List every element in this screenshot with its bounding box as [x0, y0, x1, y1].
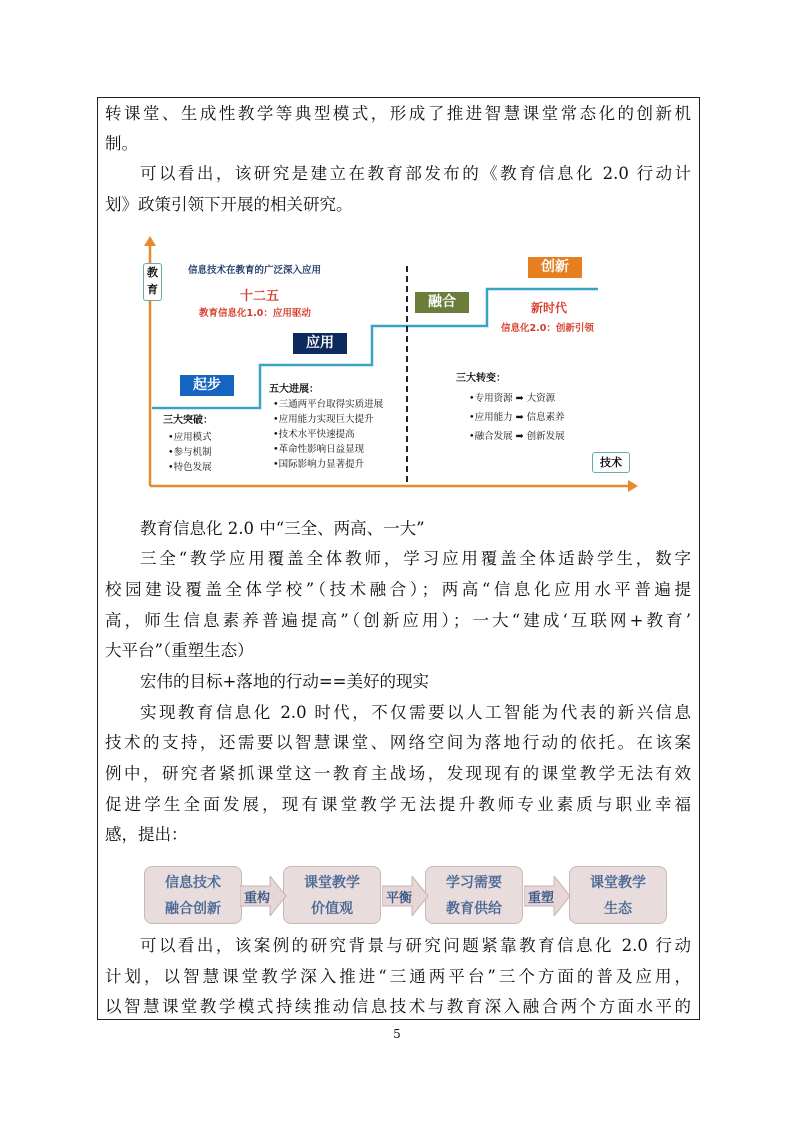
- paragraph-line: 例中，研究者紧抓课堂这一教育主战场，发现现有的课堂教学无法有效: [105, 764, 691, 783]
- arrow-right-icon: ➡: [515, 431, 524, 442]
- paragraph-line: 大平台”（重塑生态）: [105, 641, 254, 660]
- list-item: •特色发展: [168, 462, 212, 473]
- stage-yingyong: 应用: [293, 333, 347, 354]
- stage-ronghe: 融合: [415, 292, 469, 313]
- period2-subtitle: 信息化2.0：创新引领: [501, 323, 594, 334]
- list-item: •应用能力 ➡ 信息素养: [469, 412, 565, 423]
- group1-title: 三大突破：: [163, 415, 213, 426]
- paragraph-line: 计划，以智慧课堂教学深入推进“三通两平台”三个方面的普及应用，: [105, 967, 691, 986]
- list-item: •应用能力实现巨大提升: [273, 414, 374, 425]
- paragraph-line: 技术的支持，还需要以智慧课堂、网络空间为落地行动的依托。在该案: [105, 733, 691, 752]
- list-item: •融合发展 ➡ 创新发展: [469, 431, 565, 442]
- paragraph-line: 感，提出：: [105, 825, 188, 844]
- paragraph-line: 校园建设覆盖全体学校”（技术融合）；两高“信息化应用水平普遍提: [105, 580, 691, 599]
- arrow-right-icon: ➡: [515, 393, 524, 404]
- paragraph-line: 实现教育信息化 2.0 时代，不仅需要以人工智能为代表的新兴信息: [140, 703, 691, 722]
- period2-title: 新时代: [531, 301, 568, 315]
- paragraph-line: 划》政策引领下开展的相关研究。: [105, 195, 353, 214]
- paragraph-line: 制。: [105, 134, 138, 153]
- stage-qibu: 起步: [180, 375, 234, 396]
- flow-box: 课堂教学 生态: [569, 866, 667, 924]
- group3-list: [469, 389, 565, 446]
- stage-chuangxin: 创新: [528, 257, 582, 278]
- x-axis-label: 技术: [592, 452, 630, 473]
- arrow-right-icon: ➡: [515, 412, 524, 423]
- paragraph-line: 转课堂、生成性教学等典型模式，形成了推进智慧课堂常态化的创新机: [105, 104, 691, 123]
- period1-subtitle: 教育信息化1.0：应用驱动: [199, 308, 311, 319]
- paragraph-line: 教育信息化 2.0 中“三全、两高、一大”: [140, 519, 425, 538]
- flow-box: 信息技术 融合创新: [144, 866, 242, 924]
- flow-box: 学习需要 教育供给: [425, 866, 523, 924]
- group2-title: 五大进展：: [269, 384, 319, 395]
- list-item: •革命性影响日益显现: [273, 444, 365, 455]
- period1-title: 十二五: [240, 289, 280, 304]
- list-item: •专用资源 ➡ 大资源: [469, 393, 556, 404]
- y-axis-label: 教育: [143, 263, 162, 301]
- paragraph-line: 宏伟的目标+落地的行动==美好的现实: [140, 672, 429, 691]
- group2-list: [273, 397, 383, 472]
- list-item: •三通两平台取得实质进展: [273, 399, 384, 410]
- page-number: 5: [393, 1027, 401, 1041]
- list-item: •国际影响力显著提升: [273, 459, 365, 470]
- paragraph-line: 可以看出，该研究是建立在教育部发布的《教育信息化 2.0 行动计: [140, 164, 691, 183]
- diagram-lines: [0, 0, 794, 500]
- flow-arrow: 重构: [240, 876, 294, 916]
- flow-arrow: 重塑: [524, 876, 578, 916]
- paragraph-line: 促进学生全面发展，现有课堂教学无法提升教师专业素质与职业幸福: [105, 795, 691, 814]
- flow-arrow: 平衡: [382, 876, 436, 916]
- group3-title: 三大转变：: [456, 373, 506, 384]
- paragraph-line: 三全“教学应用覆盖全体教师，学习应用覆盖全体适龄学生，数字: [140, 549, 691, 568]
- paragraph-line: 可以看出，该案例的研究背景与研究问题紧靠教育信息化 2.0 行动: [140, 936, 691, 955]
- diagram-heading: 信息技术在教育的广泛深入应用: [188, 265, 322, 276]
- list-item: •应用模式: [168, 432, 212, 443]
- flow-box: 课堂教学 价值观: [283, 866, 381, 924]
- paragraph-line: 以智慧课堂教学模式持续推动信息技术与教育深入融合两个方面水平的: [105, 997, 691, 1016]
- list-item: •参与机制: [168, 447, 212, 458]
- list-item: •技术水平快速提高: [273, 429, 355, 440]
- paragraph-line: 高，师生信息素养普遍提高”（创新应用）；一大“建成‘互联网+教育’: [105, 611, 691, 630]
- group1-list: [168, 430, 212, 475]
